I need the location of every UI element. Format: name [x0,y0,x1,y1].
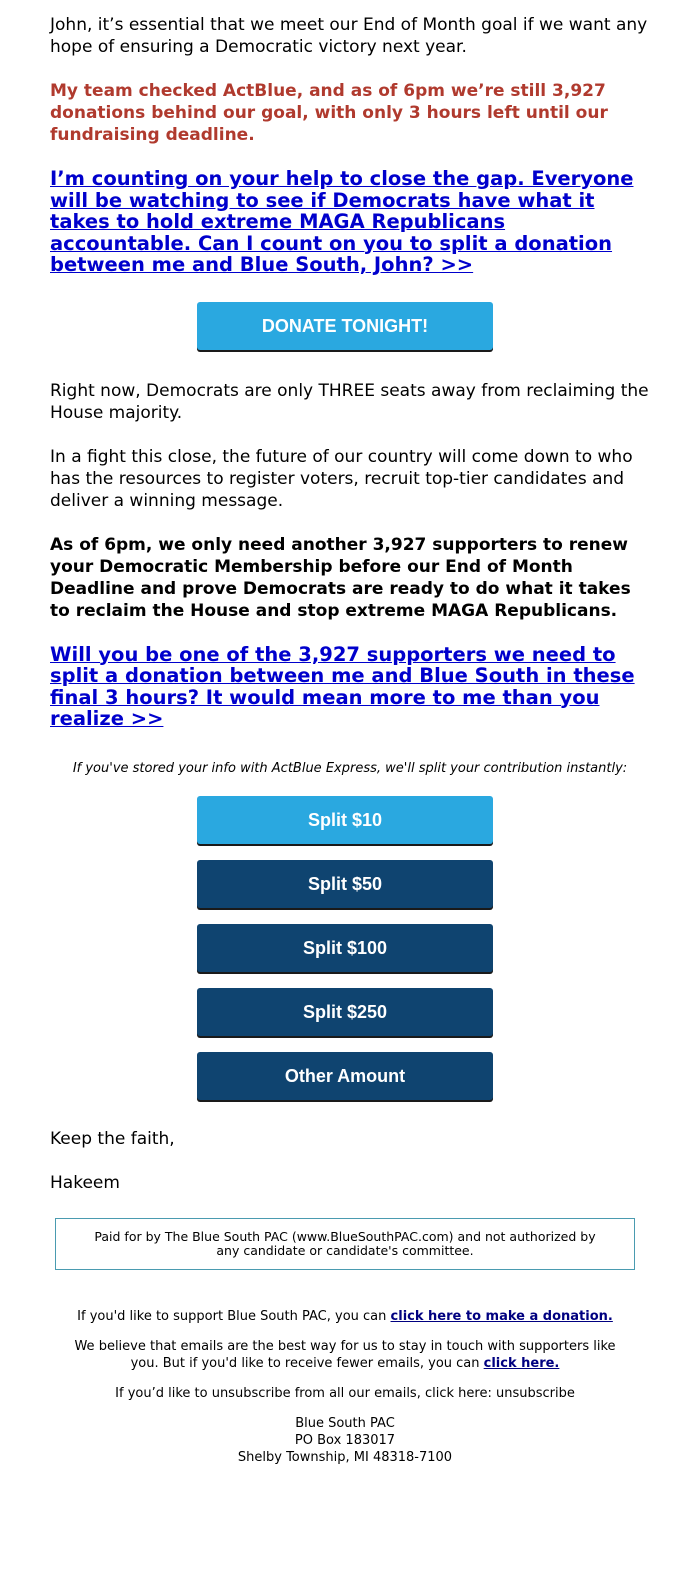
intro-paragraph: John, it’s essential that we meet our End of Month goal if we want any hope of ensuring a Democratic victory next year. [50,15,648,57]
support-donation-link[interactable]: click here to make a donation. [390,1309,613,1324]
disclaimer-text: Paid for by The Blue South PAC (www.BlueSouthPAC.com) and not authorized by any candidate or candidate's committee. [94,1229,596,1258]
alert-paragraph: My team checked ActBlue, and as of 6pm we’re still 3,927 donations behind our goal, with only 3 hours left until our fundraising deadline. [50,81,608,145]
fight-paragraph: In a fight this close, the future of our country will come down to who has the resources to register voters, recruit top-tier candidates and deliver a winning message. [50,446,633,511]
footer-unsubscribe [40,1385,650,1402]
donate-link-1[interactable]: I’m counting on your help to close the gap. Everyone will be watching to see if Democrats have what it takes to hold extreme MAGA Republicans accountable. Can I count on you to split a donation between me and Blue South, John? >> [50,167,634,276]
footer-address [40,1415,650,1466]
split-10-button[interactable]: Split $10 [197,796,493,844]
address-city: Shelby Township, MI 48318-7100 [237,1450,453,1465]
fewer-emails-link[interactable]: click here. [483,1356,560,1371]
fewer-text: We believe that emails are the best way for us to stay in touch with supporters like you. But if you'd like to receive fewer emails, you can [74,1339,616,1371]
address-box: PO Box 183017 [294,1433,396,1448]
bold-paragraph: As of 6pm, we only need another 3,927 supporters to renew your Democratic Membership before our End of Month Deadline and prove Democrats are ready to do what it takes to reclaim the House and stop extreme MAGA Republicans. [50,534,631,621]
split-100-button[interactable]: Split $100 [197,924,493,972]
split-250-button[interactable]: Split $250 [197,988,493,1036]
paid-for-disclaimer [55,1218,635,1270]
unsubscribe-link[interactable]: unsubscribe [495,1386,575,1401]
footer-support [40,1308,650,1325]
email-body [50,14,650,1194]
other-amount-button[interactable]: Other Amount [197,1052,493,1100]
express-note: If you've stored your info with ActBlue Express, we'll split your contribution instantly: [72,760,628,776]
footer-fewer-emails [60,1338,630,1372]
address-name: Blue South PAC [295,1416,395,1431]
support-text: If you'd like to support Blue South PAC, you can [77,1309,387,1324]
signature: Hakeem [50,1172,120,1193]
donate-link-2[interactable]: Will you be one of the 3,927 supporters we need to split a donation between me and Blue South in these final 3 hours? It would mean more to me than you realize >> [50,642,635,730]
unsubscribe-text: If you’d like to unsubscribe from all our emails, click here: [115,1386,492,1401]
seats-paragraph: Right now, Democrats are only THREE seats away from reclaiming the House majority. [50,380,649,423]
signoff: Keep the faith, [50,1128,175,1149]
donate-tonight-button[interactable]: DONATE TONIGHT! [197,302,493,350]
split-50-button[interactable]: Split $50 [197,860,493,908]
